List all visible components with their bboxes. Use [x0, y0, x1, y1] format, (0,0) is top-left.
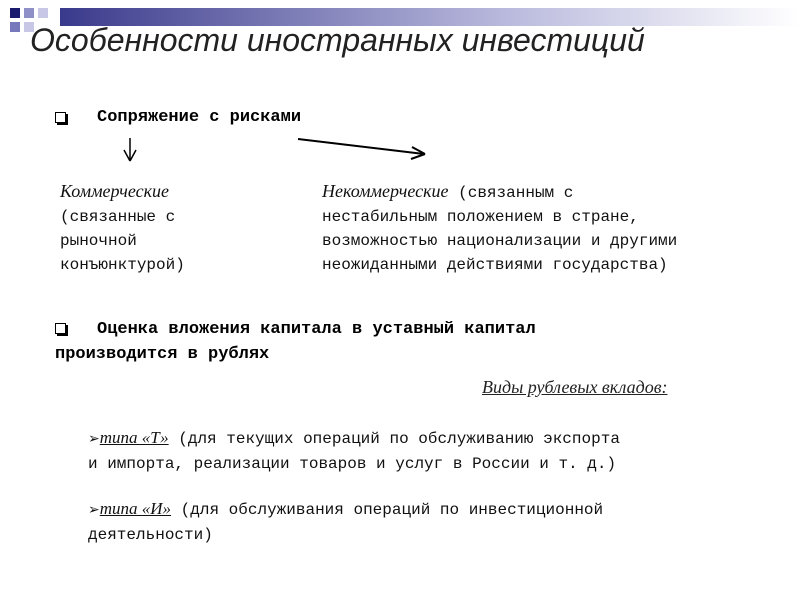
- deposit-item-i: [88, 496, 603, 548]
- bullet1-text: Сопряжение с рисками: [97, 108, 302, 127]
- bullet-square-icon-2: [55, 323, 66, 334]
- deposits-heading-suffix: :: [661, 377, 668, 397]
- noncommercial-line-2: возможностью национализации и другими: [322, 232, 678, 250]
- deposit-item-i-line2: деятельности): [88, 526, 213, 544]
- noncommercial-line-3: неожиданными действиями государства): [322, 256, 668, 274]
- noncommercial-line-1: нестабильным положением в стране,: [322, 208, 639, 226]
- commercial-risks: [60, 179, 185, 277]
- commercial-line-3: конъюнктурой): [60, 256, 185, 274]
- noncommercial-first-rest: (связанным с: [458, 184, 574, 202]
- deposit-item-i-line1: [88, 496, 603, 523]
- deposit-item-i-desc: (для обслуживания операций по инвестиционной: [171, 501, 604, 519]
- deposit-type-t: типа «Т»: [99, 428, 169, 447]
- noncommercial-label: Некоммерческие: [322, 181, 449, 201]
- deposit-item-t: [88, 425, 620, 477]
- page-title: Особенности иностранных инвестиций: [30, 22, 645, 58]
- arrow-bullet-icon: ➢: [88, 431, 100, 447]
- deposit-item-t-line2: и импорта, реализации товаров и услуг в России и т. д.): [88, 455, 617, 473]
- commercial-label-text: Коммерческие: [60, 181, 170, 201]
- commercial-label: [60, 179, 185, 205]
- deposits-heading-text: Виды рублевых вкладов: [482, 377, 662, 397]
- deposit-type-i: типа «И»: [99, 499, 172, 518]
- noncommercial-first-line: [322, 179, 677, 205]
- bullet2-line2: производится в рублях: [55, 345, 270, 364]
- commercial-line-2: рыночной: [60, 232, 137, 250]
- right-arrow-icon: [298, 139, 425, 159]
- deposit-item-t-line1: [88, 425, 620, 452]
- deposits-heading: [482, 377, 668, 398]
- commercial-line-1: (связанные с: [60, 208, 176, 226]
- bullet2-line1: Оценка вложения капитала в уставный капитал: [97, 320, 536, 339]
- down-arrow-icon: [124, 138, 136, 161]
- deposit-item-t-desc: (для текущих операций по обслуживанию экспорта: [168, 430, 620, 448]
- arrow-bullet-icon-2: ➢: [88, 502, 100, 518]
- noncommercial-risks: [322, 179, 677, 277]
